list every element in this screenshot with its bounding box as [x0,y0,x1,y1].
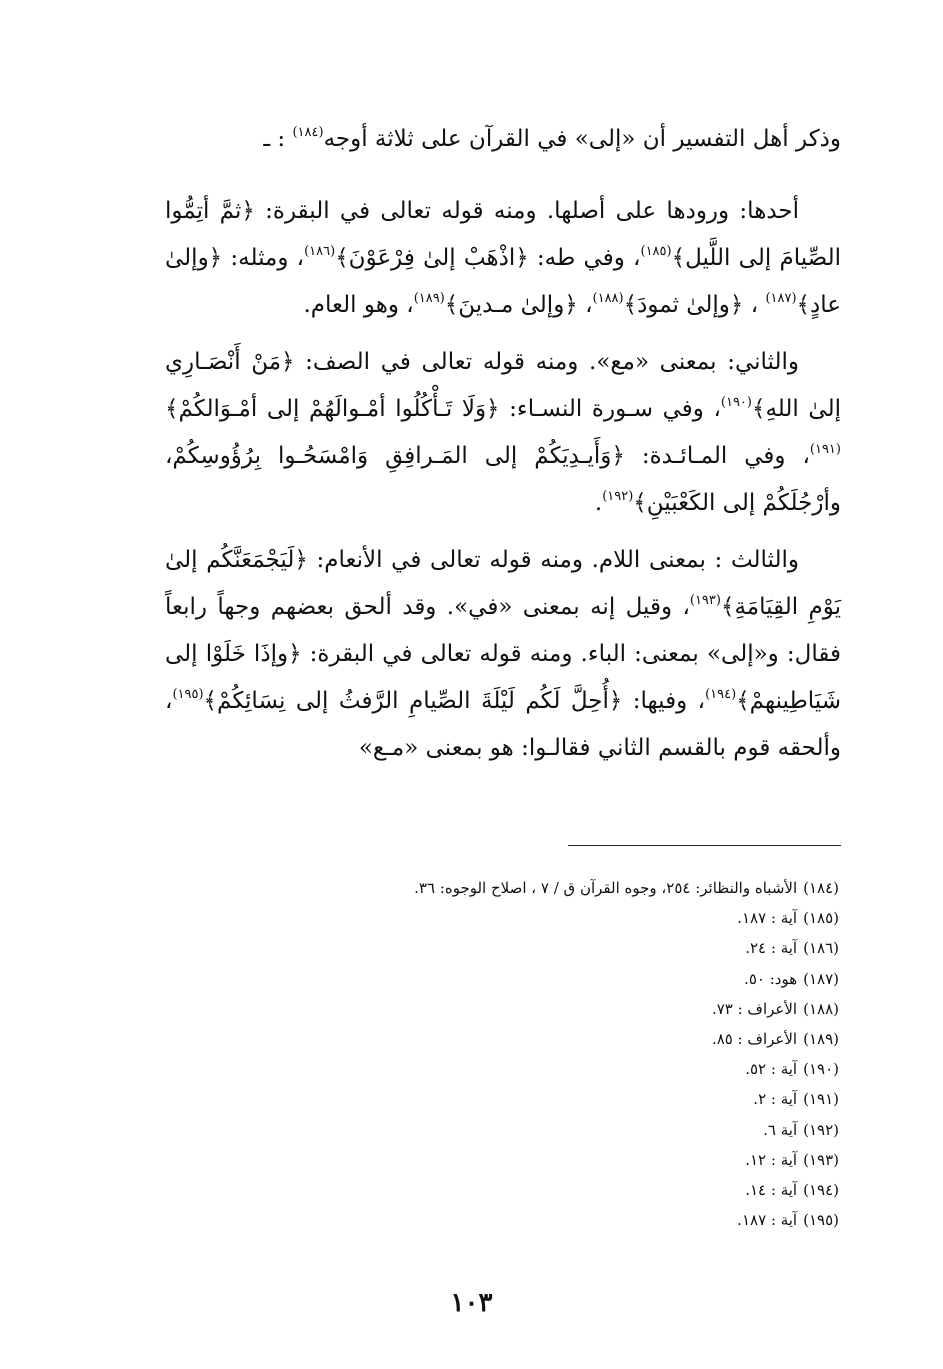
text-segment: ، وفي المـائـدة: ﴿وَأَيـدِيَكُمْ إلى المَـرافِقِ وَامْسَحُـوا بِرُؤُوسِكُمْ، وأرْجُلَكُمْ إلى الكَعْبَيْنِ﴾ [165,443,841,516]
intro-text: وذكر أهل التفسير أن «إلى» في القرآن على ثلاثة أوجه [323,126,841,152]
footnote-ref: (١٨٧) [765,291,797,306]
footnote-item [165,1084,841,1114]
footnote-text: آية : ١٢. [745,1150,798,1169]
paragraph-first-meaning [165,188,841,329]
page-number: ١٠٣ [450,1288,493,1318]
footnote-ref: (١٨٥) [640,244,672,259]
footnote-item [165,1024,841,1054]
footnote-text: الأعراف : ٧٣. [711,999,798,1018]
footnote-ref: (١٨٦) [304,244,336,259]
footnote-text: آية ٦. [763,1120,798,1139]
footnote-number: (١٩٠) [803,1060,839,1079]
footnote-ref: (١٩٣) [689,593,721,608]
footnote-number: (١٨٨) [803,999,839,1018]
footnote-number: (١٨٦) [803,939,839,958]
footnote-text: آية : ١٨٧. [737,1211,798,1230]
text-segment: ، وألحقه قوم بالقسم الثاني فقالـوا: هو بمعنى «مـع» [165,688,841,761]
footnote-ref: (١٩١) [809,442,841,457]
footnote-divider [568,845,841,846]
text-segment: ، وفيها: ﴿أُحِلَّ لَكُم لَيْلَةَ الصِّيامِ الرَّفثُ إلى نِسَائِكُمْ﴾ [203,688,706,714]
footnote-number: (١٩٣) [803,1150,839,1169]
footnote-text: آية : ١٤. [745,1181,798,1200]
paragraph-second-meaning [165,339,841,527]
footnote-item [165,903,841,933]
text-segment: ، ومثله: ﴿وإلىٰ عادٍ﴾ [165,245,841,318]
text-segment: أحدها: ورودها على أصلها. ومنه قوله تعالى في البقرة: ﴿ثمَّ أتِمُّوا الصِّيامَ إلى اللَّيل﴾ [165,198,841,271]
footnote-number: (١٨٧) [803,969,839,988]
footnote-text: آية : ٢٤. [745,939,798,958]
paragraph-third-meaning [165,537,841,772]
main-text [165,118,841,782]
intro-tail: : ـ [263,126,293,152]
text-segment: والثالث : بمعنى اللام. ومنه قوله تعالى في الأنعام: ﴿لَيَجْمَعَنَّكُم إلىٰ يَوْمِ القِيَامَةِ﴾ [165,547,841,620]
footnote-ref: (١٩٠) [720,395,752,410]
footnote-ref: (١٩٢) [602,489,634,504]
footnote-ref: (١٨٩) [413,291,445,306]
footnote-text: الأعراف : ٨٥. [711,1030,798,1049]
footnote-number: (١٨٩) [803,1030,839,1049]
footnote-item [165,1145,841,1175]
text-segment: ، ﴿وإلىٰ ثمودَ﴾ [623,292,766,318]
footnote-item [165,994,841,1024]
footnote-item [165,873,841,903]
text-segment: . [594,490,603,516]
intro-footnote-ref: (١٨٤) [292,125,324,140]
footnote-number: (١٩١) [803,1090,839,1109]
footnote-item [165,964,841,994]
footnote-item [165,1115,841,1145]
footnote-text: آية : ٢. [753,1090,798,1109]
text-segment: والثاني: بمعنى «مع». ومنه قوله تعالى في الصف: ﴿مَنْ أَنْصَـارِي إلىٰ اللهِ﴾ [165,349,841,422]
footnote-item [165,1205,841,1235]
footnote-item [165,933,841,963]
text-segment: ، وفي طه: ﴿اذْهَبْ إلىٰ فِرْعَوْنَ﴾ [335,245,641,271]
footnote-text: آية : ٥٢. [745,1060,798,1079]
footnotes-list [165,873,841,1235]
footnote-text: هود: ٥٠. [744,969,798,988]
footnote-number: (١٨٥) [803,909,839,928]
footnote-number: (١٩٢) [803,1120,839,1139]
footnote-item [165,1175,841,1205]
text-segment: ، ﴿وإلىٰ مـدينَ﴾ [444,292,593,318]
footnote-number: (١٩٤) [803,1181,839,1200]
text-segment: ، وفي سـورة النسـاء: ﴿وَلَا تَـأْكُلُوا أمْـوالَهُمْ إلى أمْـوَالكُمْ﴾ [165,396,721,422]
footnote-text: آية : ١٨٧. [737,909,798,928]
footnote-ref: (١٩٤) [705,687,737,702]
footnote-ref: (١٩٥) [172,687,204,702]
text-segment: ، وهو العام. [303,292,414,318]
intro-line [165,118,841,160]
footnote-number: (١٨٤) [803,879,839,897]
footnote-item [165,1054,841,1084]
text-segment: ، وقيل إنه بمعنى «في». وقد ألحق بعضهم وجهاً رابعاً فقال: و«إلى» بمعنى: الباء. ومنه قوله تعالى في البقرة: ﴿وإذَا خَلَوْا إلى شَيَاطِينهمْ﴾ [165,594,841,714]
footnote-text: الأشباه والنظائر: ٢٥٤، وجوه القرآن ق / ٧ ، اصلاح الوجوه: ٣٦. [414,879,798,897]
footnote-number: (١٩٥) [803,1211,839,1230]
footnote-ref: (١٨٨) [592,291,624,306]
